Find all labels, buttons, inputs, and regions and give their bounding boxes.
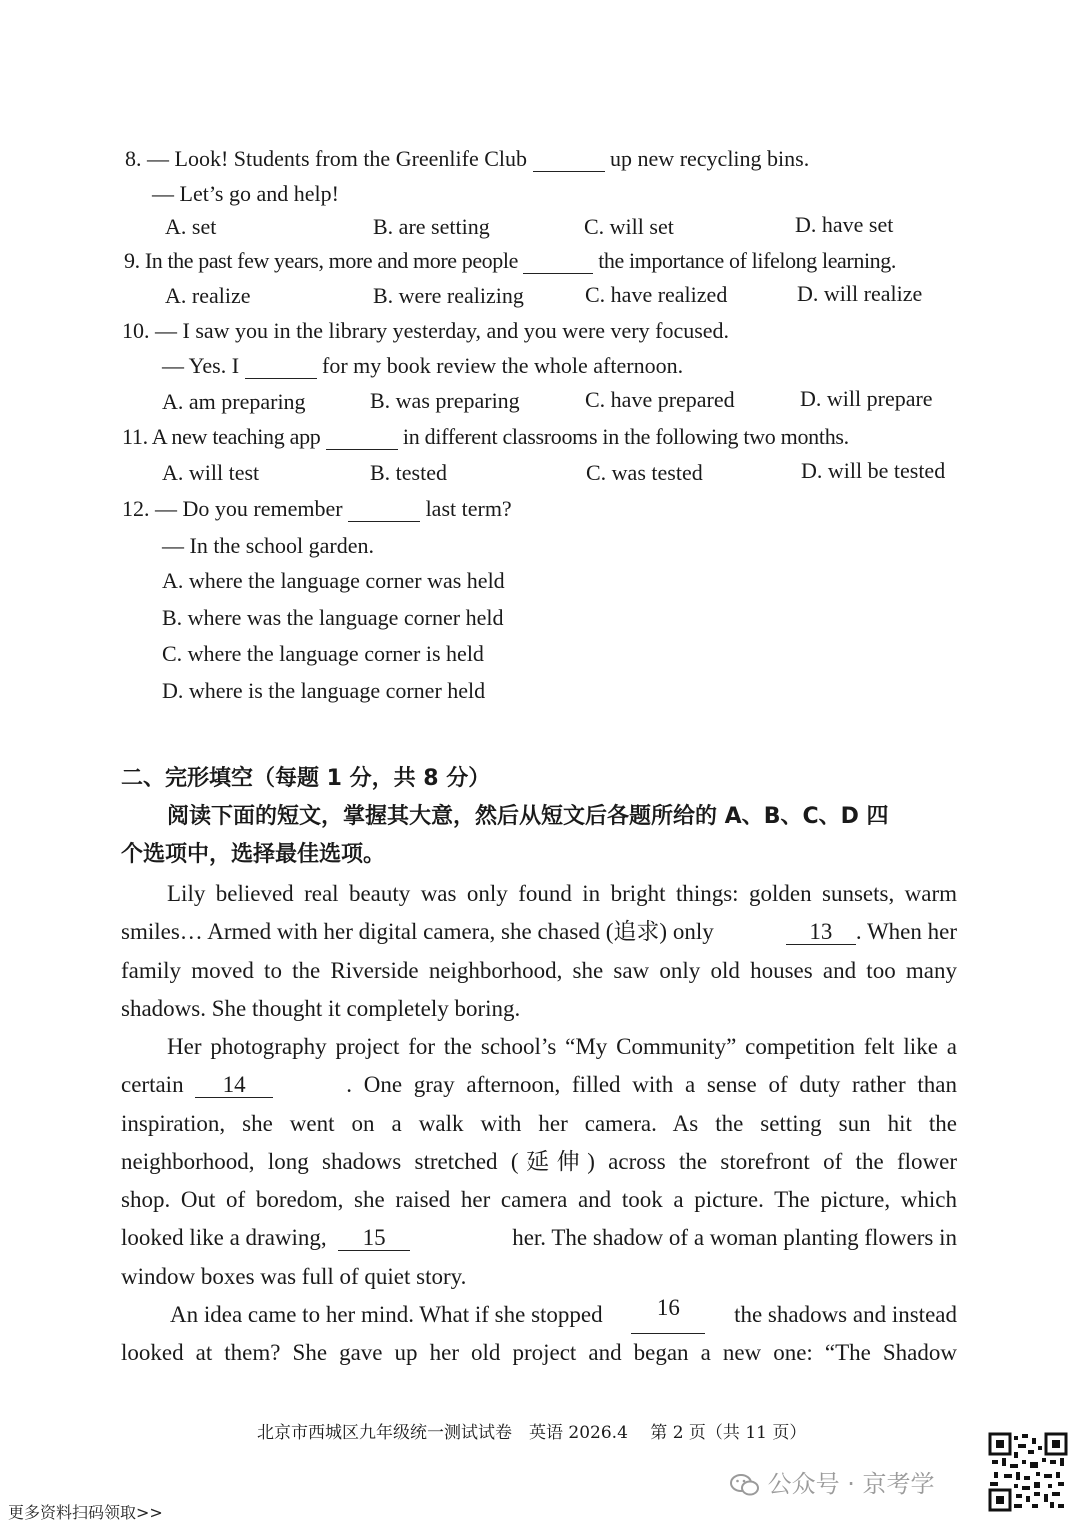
option-b: B. was preparing: [370, 388, 520, 413]
question-text: — Look! Students from the Greenlife Club: [147, 146, 528, 171]
cloze-blank-14: 14: [195, 1073, 273, 1098]
option-c: C. have realized: [585, 282, 728, 307]
question-8-reply: — Let’s go and help!: [152, 181, 339, 206]
passage-paragraph-1: [121, 875, 957, 1028]
option-d: D. where is the language corner held: [162, 678, 486, 703]
more-resources-link[interactable]: 更多资料扫码领取>>: [8, 1503, 163, 1522]
answer-blank: [326, 425, 398, 450]
question-12-reply: — In the school garden.: [162, 533, 374, 558]
passage-text: An idea came to her mind. What if she stopped: [170, 1302, 603, 1327]
cloze-blank-16: 16: [631, 1296, 705, 1334]
option-c: C. was tested: [586, 460, 703, 485]
question-text: for my book review the whole afternoon.: [322, 353, 684, 378]
option-d: D. have set: [795, 212, 894, 237]
question-text: up new recycling bins.: [610, 146, 810, 171]
question-text: A new teaching app: [151, 424, 321, 449]
option-d: D. will be tested: [801, 458, 946, 483]
question-9: [124, 247, 896, 275]
passage-text: looked like a drawing,: [121, 1225, 327, 1251]
option-c: C. will set: [584, 214, 674, 239]
passage-line: inspiration, she went on a walk with her camera. As the setting sun hit the: [121, 1110, 957, 1136]
question-text: — Do you remember: [155, 496, 343, 521]
option-a: A. where the language corner was held: [162, 568, 505, 593]
passage-line: Her photography project for the school’s “My Community” competition felt like a: [167, 1034, 957, 1059]
section-instruction: 个选项中，选择最佳选项。: [121, 842, 386, 867]
passage-text: certain: [121, 1072, 184, 1098]
answer-blank: [245, 354, 317, 379]
option-a: A. set: [165, 214, 217, 239]
option-a: A. will test: [162, 460, 260, 485]
cloze-blank-15: 15: [338, 1226, 410, 1251]
option-d: D. will prepare: [800, 386, 933, 411]
section-title: 二、完形填空（每题 1 分，共 8 分）: [121, 766, 491, 791]
passage-line: shop. Out of boredom, she raised her camera and took a picture. The picture, which: [121, 1187, 957, 1213]
option-c: C. have prepared: [585, 387, 735, 412]
option-b: B. were realizing: [373, 283, 524, 308]
question-10-reply: [162, 352, 683, 380]
question-number: 8.: [125, 146, 142, 171]
option-b: B. where was the language corner held: [162, 605, 504, 630]
question-text: — I saw you in the library yesterday, and you were very focused.: [155, 318, 730, 343]
answer-blank: [523, 249, 593, 274]
question-number: 12.: [122, 496, 150, 521]
question-8: [125, 145, 809, 173]
section-instruction: 阅读下面的短文，掌握其大意，然后从短文后各题所给的 A、B、C、D 四: [167, 804, 889, 829]
answer-blank: [348, 497, 420, 522]
watermark: [730, 1464, 935, 1499]
cloze-blank-13: 13: [786, 920, 856, 945]
option-a: A. realize: [165, 283, 251, 308]
question-12: [122, 495, 512, 523]
question-number: 11.: [122, 424, 148, 449]
passage-line: neighborhood, long shadows stretched (延伸) across the storefront of the flower: [121, 1148, 957, 1174]
passage-line: shadows. She thought it completely boring.: [121, 995, 521, 1021]
passage-line: looked at them? She gave up her old project and began a new one: “The Shadow: [121, 1340, 957, 1366]
passage-text: smiles… Armed with her digital camera, she chased (追求) only: [121, 919, 714, 945]
answer-blank: [533, 147, 605, 172]
passage-paragraph-2: [121, 1028, 957, 1296]
question-number: 9.: [124, 248, 140, 273]
question-text: in different classrooms in the following two months.: [402, 424, 849, 449]
page-footer: 北京市西城区九年级统一测试试卷 英语 2026.4 第 2 页（共 11 页）: [257, 1423, 807, 1443]
passage-text: . One gray afternoon, filled with a sense of duty rather than: [346, 1072, 957, 1098]
question-number: 10.: [122, 318, 150, 343]
question-text: the importance of lifelong learning.: [598, 248, 896, 273]
question-text: — Yes. I: [162, 353, 240, 378]
passage-text: the shadows and instead: [734, 1302, 957, 1327]
option-b: B. are setting: [373, 214, 490, 239]
question-10: [122, 317, 729, 345]
wechat-icon: [730, 1473, 760, 1497]
option-b: B. tested: [370, 460, 447, 485]
passage-line: Lily believed real beauty was only found in bright things: golden sunsets, warm: [167, 881, 957, 906]
passage-text: her. The shadow of a woman planting flowers in: [512, 1225, 957, 1251]
watermark-text: 公众号 · 京考学: [767, 1470, 935, 1498]
passage-text: . When her: [855, 919, 957, 945]
passage-line: window boxes was full of quiet story.: [121, 1263, 467, 1289]
question-text: In the past few years, more and more people: [144, 248, 518, 273]
passage-line: family moved to the Riverside neighborhood, she saw only old houses and too many: [121, 957, 957, 983]
qr-code[interactable]: [988, 1432, 1068, 1512]
option-d: D. will realize: [797, 281, 923, 306]
question-11: [122, 423, 849, 451]
passage-paragraph-3: [121, 1296, 957, 1373]
option-a: A. am preparing: [162, 389, 306, 414]
option-c: C. where the language corner is held: [162, 641, 484, 666]
question-text: last term?: [425, 496, 512, 521]
